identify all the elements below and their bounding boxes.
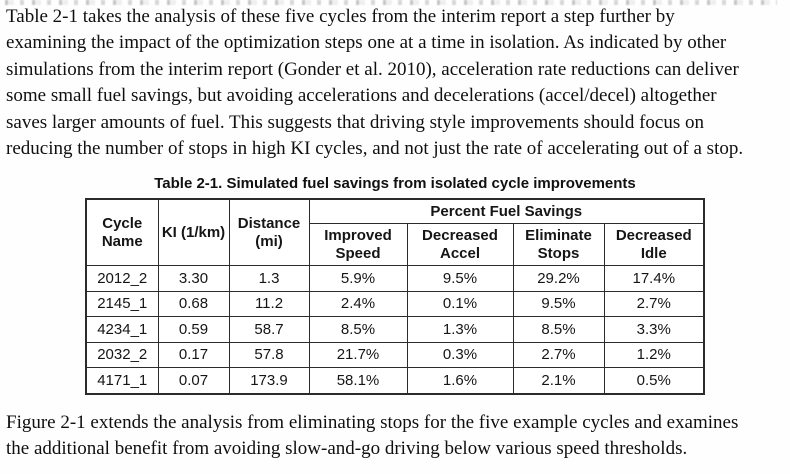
paragraph-line: examining the impact of the optimization steps one at a time in isolation. As indicated by other: [6, 32, 727, 54]
cell-cycle-name: 2012_2: [86, 266, 158, 292]
paragraph-line: simulations from the interim report (Gonder et al. 2010), acceleration rate reductions can deliver: [6, 58, 739, 80]
header-ki: KI (1/km): [158, 199, 229, 266]
intro-paragraph: [6, 4, 743, 162]
cell-cycle-name: 4234_1: [86, 317, 158, 343]
cell-ki: 0.17: [158, 342, 229, 368]
cell-improved-speed: 58.1%: [309, 368, 407, 394]
cell-ki: 0.68: [158, 291, 229, 317]
header-distance: Distance (mi): [229, 199, 309, 266]
cell-ki: 0.59: [158, 317, 229, 343]
header-cycle-name: Cycle Name: [86, 199, 158, 266]
table-row: [86, 368, 704, 394]
cell-decreased-accel: 1.3%: [407, 317, 513, 343]
cell-decreased-idle: 2.7%: [604, 291, 704, 317]
cell-improved-speed: 2.4%: [309, 291, 407, 317]
header-percent-fuel-savings: Percent Fuel Savings: [309, 199, 704, 224]
cell-distance: 57.8: [229, 342, 309, 368]
fuel-savings-table: [85, 198, 705, 395]
paragraph-line: Table 2-1 takes the analysis of these five cycles from the interim report a step further by: [6, 6, 675, 27]
cell-eliminate-stops: 8.5%: [513, 317, 604, 343]
paragraph-line: some small fuel savings, but avoiding accelerations and decelerations (accel/decel) altogether: [6, 85, 717, 107]
cell-eliminate-stops: 29.2%: [513, 266, 604, 292]
cell-improved-speed: 21.7%: [309, 342, 407, 368]
table-row: [86, 317, 704, 343]
cell-decreased-accel: 9.5%: [407, 266, 513, 292]
cell-improved-speed: 8.5%: [309, 317, 407, 343]
cell-improved-speed: 5.9%: [309, 266, 407, 292]
cell-distance: 11.2: [229, 291, 309, 317]
cell-cycle-name: 2032_2: [86, 342, 158, 368]
table-caption: Table 2-1. Simulated fuel savings from isolated cycle improvements: [154, 175, 636, 192]
cell-distance: 1.3: [229, 266, 309, 292]
header-decreased-accel: Decreased Accel: [407, 224, 513, 266]
header-improved-speed: Improved Speed: [309, 224, 407, 266]
header-eliminate-stops: Eliminate Stops: [513, 224, 604, 266]
closing-paragraph: [6, 410, 738, 463]
cell-cycle-name: 4171_1: [86, 368, 158, 394]
cell-decreased-accel: 0.3%: [407, 342, 513, 368]
cell-eliminate-stops: 9.5%: [513, 291, 604, 317]
cell-decreased-idle: 0.5%: [604, 368, 704, 394]
paragraph-line: Figure 2-1 extends the analysis from eliminating stops for the five example cycles and examines: [6, 412, 739, 433]
cell-decreased-accel: 0.1%: [407, 291, 513, 317]
cell-decreased-idle: 1.2%: [604, 342, 704, 368]
cell-decreased-idle: 3.3%: [604, 317, 704, 343]
cell-distance: 58.7: [229, 317, 309, 343]
table-row: [86, 342, 704, 368]
paragraph-line: the additional benefit from avoiding slow-and-go driving below various speed thresholds.: [6, 438, 688, 460]
cell-ki: 0.07: [158, 368, 229, 394]
table-row: [86, 266, 704, 292]
cell-decreased-accel: 1.6%: [407, 368, 513, 394]
cell-decreased-idle: 17.4%: [604, 266, 704, 292]
cell-eliminate-stops: 2.7%: [513, 342, 604, 368]
cell-ki: 3.30: [158, 266, 229, 292]
cell-eliminate-stops: 2.1%: [513, 368, 604, 394]
paragraph-line: reducing the number of stops in high KI cycles, and not just the rate of accelerating out of a stop.: [6, 138, 744, 160]
paragraph-line: saves larger amounts of fuel. This suggests that driving style improvements should focus on: [6, 111, 704, 133]
cell-distance: 173.9: [229, 368, 309, 394]
header-decreased-idle: Decreased Idle: [604, 224, 704, 266]
cell-cycle-name: 2145_1: [86, 291, 158, 317]
table-row: [86, 291, 704, 317]
